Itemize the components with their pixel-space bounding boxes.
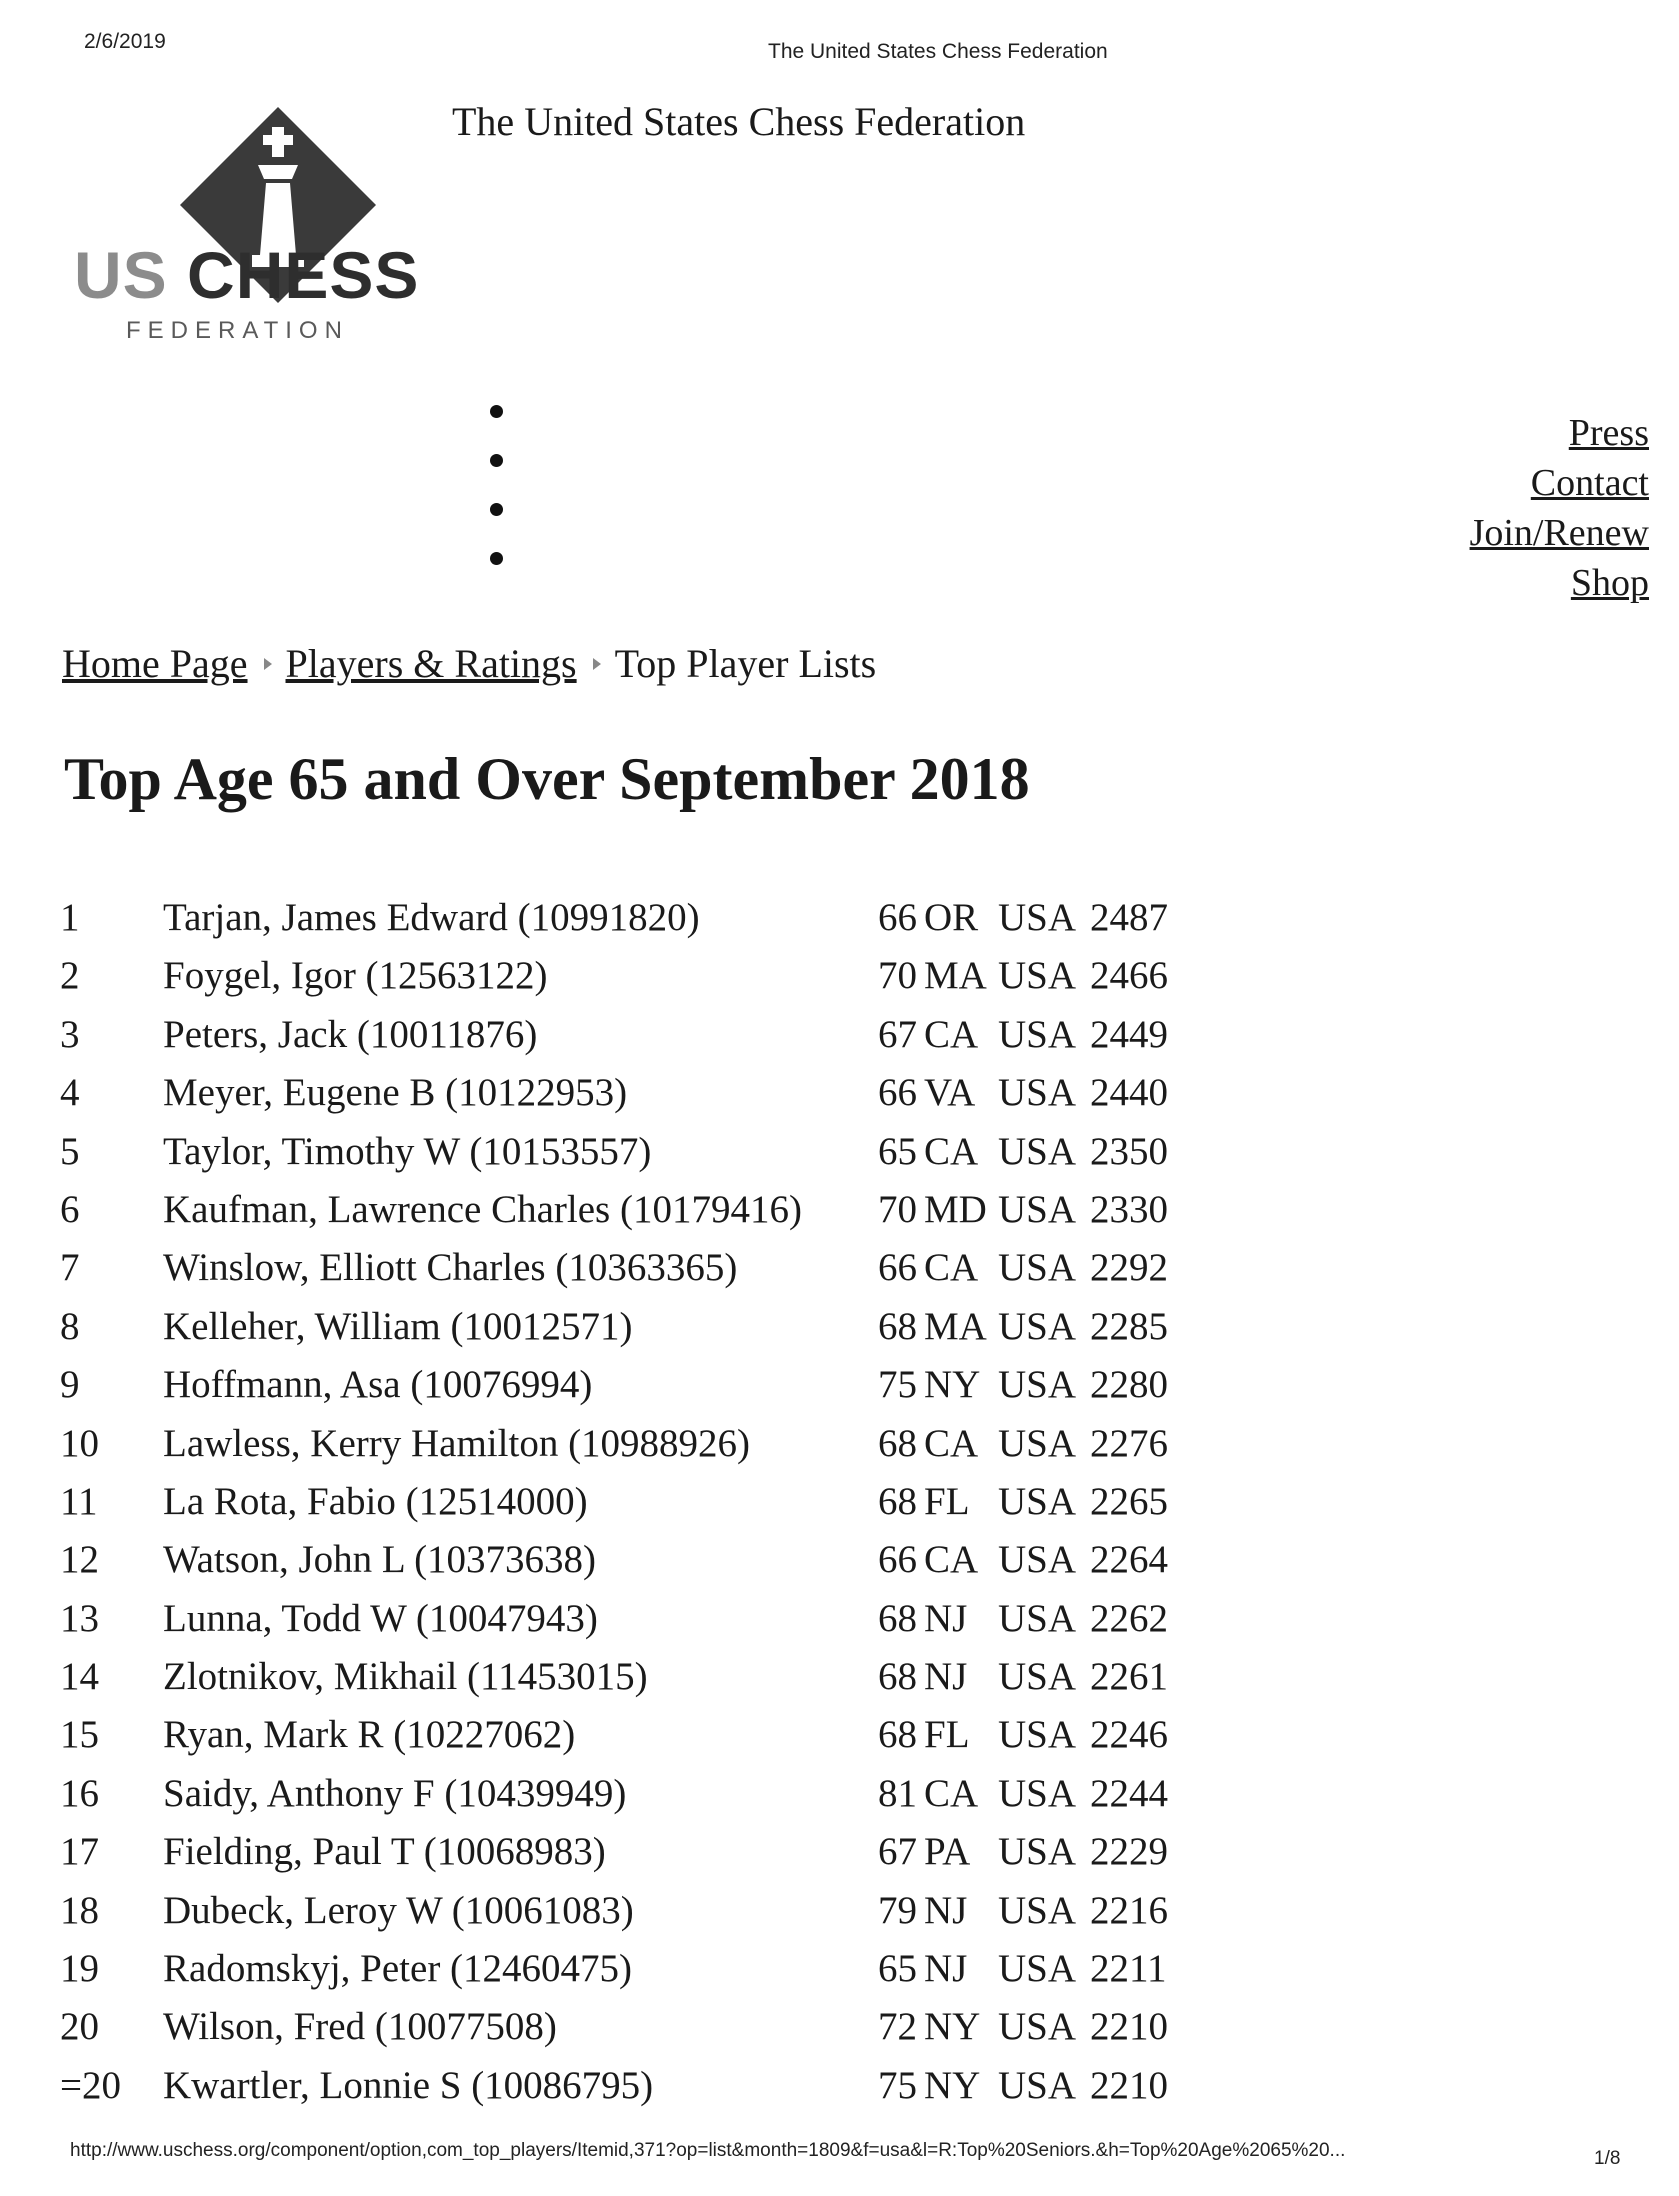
breadcrumb-home-link[interactable]: Home Page [62, 641, 248, 686]
print-page-number: 1/8 [1594, 2148, 1621, 2169]
player-country: USA [998, 1479, 1077, 1523]
player-name: Kaufman, Lawrence Charles (10179416) [163, 1187, 802, 1231]
player-state: MA [924, 954, 987, 998]
player-age: 65 [878, 1129, 917, 1173]
player-rating: 2276 [1090, 1421, 1168, 1465]
player-age: 66 [878, 1246, 917, 1290]
player-state: VA [924, 1071, 976, 1115]
player-rating: 2210 [1090, 2063, 1168, 2107]
player-rank: 8 [60, 1304, 80, 1348]
print-title: The United States Chess Federation [768, 40, 1108, 63]
player-row [60, 1362, 1260, 1420]
player-list [60, 895, 1260, 2121]
player-rank: 12 [60, 1538, 99, 1582]
player-row [60, 1888, 1260, 1946]
player-rank: 5 [60, 1129, 80, 1173]
player-row [60, 1771, 1260, 1829]
player-age: 72 [878, 2005, 917, 2049]
player-row [60, 1070, 1260, 1128]
player-state: NY [924, 1363, 981, 1407]
player-rating: 2440 [1090, 1071, 1168, 1115]
player-rank: 17 [60, 1830, 99, 1874]
player-age: 70 [878, 954, 917, 998]
player-state: CA [924, 1771, 979, 1815]
player-rank: 14 [60, 1655, 99, 1699]
player-age: 67 [878, 1830, 917, 1874]
player-name: Radomskyj, Peter (12460475) [163, 1947, 633, 1991]
player-country: USA [998, 1596, 1077, 1640]
print-date: 2/6/2019 [84, 30, 166, 53]
player-rank: 16 [60, 1771, 99, 1815]
bullet-icon [490, 454, 503, 467]
breadcrumb-current: Top Player Lists [614, 641, 877, 686]
player-name: Hoffmann, Asa (10076994) [163, 1363, 593, 1407]
player-row [60, 2063, 1260, 2121]
player-name: Meyer, Eugene B (10122953) [163, 1071, 628, 1115]
player-rank: 7 [60, 1246, 80, 1290]
player-age: 68 [878, 1655, 917, 1699]
player-rank: =20 [60, 2063, 121, 2107]
player-rank: 3 [60, 1012, 80, 1056]
player-country: USA [998, 1187, 1077, 1231]
player-name: Foygel, Igor (12563122) [163, 954, 548, 998]
player-rating: 2216 [1090, 1888, 1168, 1932]
player-rating: 2449 [1090, 1012, 1168, 1056]
player-country: USA [998, 1947, 1077, 1991]
player-rating: 2229 [1090, 1830, 1168, 1874]
player-state: PA [924, 1830, 971, 1874]
player-country: USA [998, 1830, 1077, 1874]
player-country: USA [998, 954, 1077, 998]
us-chess-logo[interactable] [70, 95, 420, 355]
player-rank: 19 [60, 1947, 99, 1991]
player-age: 65 [878, 1947, 917, 1991]
player-row [60, 1187, 1260, 1245]
player-rank: 11 [60, 1479, 98, 1523]
breadcrumb [62, 640, 876, 687]
player-name: Dubeck, Leroy W (10061083) [163, 1888, 634, 1932]
player-row [60, 1129, 1260, 1187]
player-state: CA [924, 1129, 979, 1173]
player-age: 79 [878, 1888, 917, 1932]
player-age: 81 [878, 1771, 917, 1815]
player-state: FL [924, 1479, 970, 1523]
player-rank: 1 [60, 896, 80, 939]
player-row [60, 1654, 1260, 1712]
player-rank: 9 [60, 1363, 80, 1407]
player-rank: 6 [60, 1187, 80, 1231]
player-country: USA [998, 1655, 1077, 1699]
player-row [60, 895, 1260, 953]
player-rating: 2487 [1090, 896, 1168, 939]
player-row [60, 1479, 1260, 1537]
player-age: 68 [878, 1596, 917, 1640]
player-name: Kwartler, Lonnie S (10086795) [163, 2063, 654, 2107]
player-name: La Rota, Fabio (12514000) [163, 1479, 588, 1523]
print-url: http://www.uschess.org/component/option,com_top_players/Itemid,371?op=list&month=1809&f=usa&l=R:Top%20Seniors.&h=Top%20Age%2065%20... [70, 2140, 1346, 2161]
player-name: Tarjan, James Edward (10991820) [163, 896, 700, 939]
player-country: USA [998, 1129, 1077, 1173]
player-rank: 20 [60, 2005, 99, 2049]
player-rating: 2292 [1090, 1246, 1168, 1290]
logo-federation-text: FEDERATION [126, 317, 349, 344]
player-name: Taylor, Timothy W (10153557) [163, 1129, 652, 1173]
player-name: Lunna, Todd W (10047943) [163, 1596, 598, 1640]
player-country: USA [998, 1246, 1077, 1290]
player-rating: 2244 [1090, 1771, 1168, 1815]
nav-join-renew-link[interactable]: Join/Renew [1469, 512, 1649, 554]
player-state: CA [924, 1012, 979, 1056]
breadcrumb-players-link[interactable]: Players & Ratings [285, 641, 577, 686]
bullet-icon [490, 503, 503, 516]
breadcrumb-arrow-icon [264, 658, 272, 670]
player-age: 68 [878, 1479, 917, 1523]
player-age: 66 [878, 1538, 917, 1582]
player-state: NY [924, 2063, 981, 2107]
player-name: Wilson, Fred (10077508) [163, 2005, 557, 2049]
player-state: NY [924, 2005, 981, 2049]
player-state: NJ [924, 1947, 968, 1991]
player-state: CA [924, 1246, 979, 1290]
bullet-icon [490, 405, 503, 418]
player-rating: 2280 [1090, 1363, 1168, 1407]
player-rating: 2261 [1090, 1655, 1168, 1699]
player-country: USA [998, 1713, 1077, 1757]
player-country: USA [998, 2005, 1077, 2049]
player-name: Ryan, Mark R (10227062) [163, 1713, 576, 1757]
player-country: USA [998, 1012, 1077, 1056]
player-country: USA [998, 1363, 1077, 1407]
player-row [60, 1304, 1260, 1362]
player-name: Winslow, Elliott Charles (10363365) [163, 1246, 738, 1290]
site-title: The United States Chess Federation [452, 99, 1026, 144]
player-row [60, 1596, 1260, 1654]
player-row [60, 1712, 1260, 1770]
player-name: Lawless, Kerry Hamilton (10988926) [163, 1421, 751, 1465]
menu-bullets [490, 405, 503, 601]
player-country: USA [998, 1538, 1077, 1582]
player-rating: 2211 [1090, 1947, 1167, 1991]
player-age: 66 [878, 1071, 917, 1115]
player-age: 75 [878, 1363, 917, 1407]
player-state: CA [924, 1538, 979, 1582]
player-country: USA [998, 1888, 1077, 1932]
player-row [60, 1537, 1260, 1595]
player-country: USA [998, 1304, 1077, 1348]
player-rank: 18 [60, 1888, 99, 1932]
player-country: USA [998, 1421, 1077, 1465]
player-country: USA [998, 1771, 1077, 1815]
player-rating: 2350 [1090, 1129, 1168, 1173]
player-rating: 2264 [1090, 1538, 1168, 1582]
player-country: USA [998, 2063, 1077, 2107]
nav-press-link[interactable]: Press [1568, 412, 1649, 454]
player-name: Kelleher, William (10012571) [163, 1304, 633, 1348]
player-rank: 13 [60, 1596, 99, 1640]
player-rating: 2285 [1090, 1304, 1168, 1348]
nav-shop-link[interactable]: Shop [1570, 562, 1649, 604]
player-name: Zlotnikov, Mikhail (11453015) [163, 1655, 648, 1699]
player-state: OR [924, 896, 979, 939]
logo-wordmark: US CHESS [74, 238, 420, 312]
player-name: Fielding, Paul T (10068983) [163, 1830, 606, 1874]
player-age: 67 [878, 1012, 917, 1056]
player-rank: 15 [60, 1713, 99, 1757]
player-rank: 4 [60, 1071, 80, 1115]
player-row [60, 1829, 1260, 1887]
player-state: NJ [924, 1596, 968, 1640]
player-name: Saidy, Anthony F (10439949) [163, 1771, 627, 1815]
player-row [60, 1012, 1260, 1070]
player-state: MD [924, 1187, 987, 1231]
player-row [60, 1421, 1260, 1479]
player-age: 68 [878, 1304, 917, 1348]
player-rating: 2466 [1090, 954, 1168, 998]
bullet-icon [490, 552, 503, 565]
player-age: 68 [878, 1713, 917, 1757]
player-rating: 2330 [1090, 1187, 1168, 1231]
player-state: FL [924, 1713, 970, 1757]
nav-contact-link[interactable]: Contact [1530, 462, 1649, 504]
player-name: Peters, Jack (10011876) [163, 1012, 538, 1056]
player-state: NJ [924, 1655, 968, 1699]
page-title: Top Age 65 and Over September 2018 [64, 746, 1030, 812]
player-country: USA [998, 896, 1077, 939]
player-row [60, 1946, 1260, 2004]
player-rating: 2262 [1090, 1596, 1168, 1640]
player-age: 70 [878, 1187, 917, 1231]
top-nav [1470, 408, 1649, 608]
breadcrumb-arrow-icon [593, 658, 601, 670]
player-rank: 2 [60, 954, 80, 998]
player-country: USA [998, 1071, 1077, 1115]
player-age: 66 [878, 896, 917, 939]
player-age: 75 [878, 2063, 917, 2107]
player-row [60, 2004, 1260, 2062]
player-state: NJ [924, 1888, 968, 1932]
player-rank: 10 [60, 1421, 99, 1465]
player-state: MA [924, 1304, 987, 1348]
player-state: CA [924, 1421, 979, 1465]
player-row [60, 1245, 1260, 1303]
player-name: Watson, John L (10373638) [163, 1538, 597, 1582]
player-age: 68 [878, 1421, 917, 1465]
player-rating: 2265 [1090, 1479, 1168, 1523]
player-rating: 2246 [1090, 1713, 1168, 1757]
player-row [60, 953, 1260, 1011]
player-rating: 2210 [1090, 2005, 1168, 2049]
